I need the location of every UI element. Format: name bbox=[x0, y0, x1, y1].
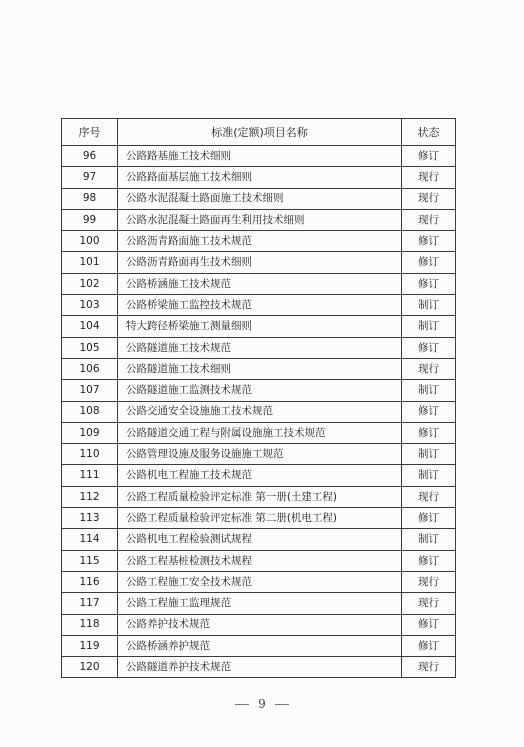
row-status: 修订 bbox=[402, 252, 456, 273]
row-project-name: 公路桥涵施工技术规范 bbox=[118, 273, 402, 294]
table-row bbox=[62, 571, 456, 592]
row-serial-number: 99 bbox=[62, 209, 118, 230]
row-serial-number: 100 bbox=[62, 231, 118, 252]
table-row bbox=[62, 146, 456, 167]
row-serial-number: 111 bbox=[62, 465, 118, 486]
row-status: 现行 bbox=[402, 188, 456, 209]
table-row bbox=[62, 252, 456, 273]
row-status: 制订 bbox=[402, 316, 456, 337]
row-project-name: 公路工程质量检验评定标准 第一册(土建工程) bbox=[118, 486, 402, 507]
row-status: 现行 bbox=[402, 593, 456, 614]
table-row bbox=[62, 295, 456, 316]
row-status: 制订 bbox=[402, 295, 456, 316]
row-serial-number: 119 bbox=[62, 635, 118, 656]
row-serial-number: 120 bbox=[62, 657, 118, 678]
row-status: 现行 bbox=[402, 358, 456, 379]
row-status: 现行 bbox=[402, 486, 456, 507]
table-row bbox=[62, 444, 456, 465]
row-serial-number: 114 bbox=[62, 529, 118, 550]
row-status: 修订 bbox=[402, 422, 456, 443]
table-row bbox=[62, 188, 456, 209]
row-serial-number: 113 bbox=[62, 508, 118, 529]
row-serial-number: 97 bbox=[62, 167, 118, 188]
row-serial-number: 103 bbox=[62, 295, 118, 316]
row-serial-number: 117 bbox=[62, 593, 118, 614]
row-project-name: 公路路基施工技术细则 bbox=[118, 146, 402, 167]
row-project-name: 公路沥青路面再生技术细则 bbox=[118, 252, 402, 273]
row-project-name: 公路路面基层施工技术细则 bbox=[118, 167, 402, 188]
page-number: 9 bbox=[258, 697, 266, 711]
row-serial-number: 116 bbox=[62, 571, 118, 592]
row-project-name: 公路机电工程检验测试规程 bbox=[118, 529, 402, 550]
row-project-name: 公路水泥混凝土路面施工技术细则 bbox=[118, 188, 402, 209]
table-header-row bbox=[62, 119, 456, 146]
row-serial-number: 108 bbox=[62, 401, 118, 422]
table-row bbox=[62, 358, 456, 379]
table-row bbox=[62, 209, 456, 230]
row-project-name: 公路工程质量检验评定标准 第二册(机电工程) bbox=[118, 508, 402, 529]
row-serial-number: 106 bbox=[62, 358, 118, 379]
row-project-name: 公路机电工程施工技术规范 bbox=[118, 465, 402, 486]
standards-table bbox=[61, 118, 456, 678]
row-serial-number: 102 bbox=[62, 273, 118, 294]
table-row bbox=[62, 657, 456, 678]
row-status: 制订 bbox=[402, 444, 456, 465]
row-serial-number: 110 bbox=[62, 444, 118, 465]
row-status: 修订 bbox=[402, 146, 456, 167]
row-serial-number: 118 bbox=[62, 614, 118, 635]
row-status: 制订 bbox=[402, 380, 456, 401]
table-row bbox=[62, 486, 456, 507]
row-status: 修订 bbox=[402, 508, 456, 529]
header-status: 状态 bbox=[402, 119, 456, 146]
row-project-name: 公路沥青路面施工技术规范 bbox=[118, 231, 402, 252]
table-row bbox=[62, 614, 456, 635]
row-status: 修订 bbox=[402, 550, 456, 571]
row-status: 修订 bbox=[402, 273, 456, 294]
row-project-name: 公路隧道施工技术细则 bbox=[118, 358, 402, 379]
row-status: 修订 bbox=[402, 635, 456, 656]
row-project-name: 公路隧道施工技术规范 bbox=[118, 337, 402, 358]
table-row bbox=[62, 401, 456, 422]
table-row bbox=[62, 529, 456, 550]
row-status: 修订 bbox=[402, 614, 456, 635]
table-row bbox=[62, 380, 456, 401]
table-row bbox=[62, 316, 456, 337]
row-project-name: 公路工程施工监理规范 bbox=[118, 593, 402, 614]
left-dash bbox=[235, 704, 249, 705]
row-project-name: 公路交通安全设施施工技术规范 bbox=[118, 401, 402, 422]
row-project-name: 公路工程基桩检测技术规程 bbox=[118, 550, 402, 571]
table-row bbox=[62, 465, 456, 486]
row-project-name: 公路隧道交通工程与附属设施施工技术规范 bbox=[118, 422, 402, 443]
row-project-name: 公路养护技术规范 bbox=[118, 614, 402, 635]
row-serial-number: 112 bbox=[62, 486, 118, 507]
row-status: 修订 bbox=[402, 231, 456, 252]
table-row bbox=[62, 273, 456, 294]
header-project-name: 标准(定额)项目名称 bbox=[118, 119, 402, 146]
table-row bbox=[62, 593, 456, 614]
row-serial-number: 115 bbox=[62, 550, 118, 571]
table-row bbox=[62, 167, 456, 188]
table-row bbox=[62, 508, 456, 529]
row-serial-number: 107 bbox=[62, 380, 118, 401]
header-serial-number: 序号 bbox=[62, 119, 118, 146]
row-serial-number: 109 bbox=[62, 422, 118, 443]
table-row bbox=[62, 550, 456, 571]
row-project-name: 公路水泥混凝土路面再生利用技术细则 bbox=[118, 209, 402, 230]
page-footer bbox=[0, 697, 524, 711]
row-project-name: 公路隧道养护技术规范 bbox=[118, 657, 402, 678]
table-row bbox=[62, 635, 456, 656]
row-serial-number: 104 bbox=[62, 316, 118, 337]
row-project-name: 公路桥涵养护规范 bbox=[118, 635, 402, 656]
row-status: 修订 bbox=[402, 337, 456, 358]
table-row bbox=[62, 337, 456, 358]
row-status: 现行 bbox=[402, 167, 456, 188]
right-dash bbox=[275, 704, 289, 705]
row-status: 修订 bbox=[402, 401, 456, 422]
row-serial-number: 96 bbox=[62, 146, 118, 167]
row-status: 制订 bbox=[402, 465, 456, 486]
row-project-name: 公路隧道施工监测技术规范 bbox=[118, 380, 402, 401]
row-status: 现行 bbox=[402, 571, 456, 592]
row-status: 现行 bbox=[402, 209, 456, 230]
table-body bbox=[62, 146, 456, 678]
row-status: 现行 bbox=[402, 657, 456, 678]
row-serial-number: 101 bbox=[62, 252, 118, 273]
table-row bbox=[62, 422, 456, 443]
row-status: 制订 bbox=[402, 529, 456, 550]
row-project-name: 公路管理设施及服务设施施工规范 bbox=[118, 444, 402, 465]
row-project-name: 公路工程施工安全技术规范 bbox=[118, 571, 402, 592]
row-project-name: 公路桥梁施工监控技术规范 bbox=[118, 295, 402, 316]
table-row bbox=[62, 231, 456, 252]
row-serial-number: 105 bbox=[62, 337, 118, 358]
row-project-name: 特大跨径桥梁施工测量细则 bbox=[118, 316, 402, 337]
row-serial-number: 98 bbox=[62, 188, 118, 209]
